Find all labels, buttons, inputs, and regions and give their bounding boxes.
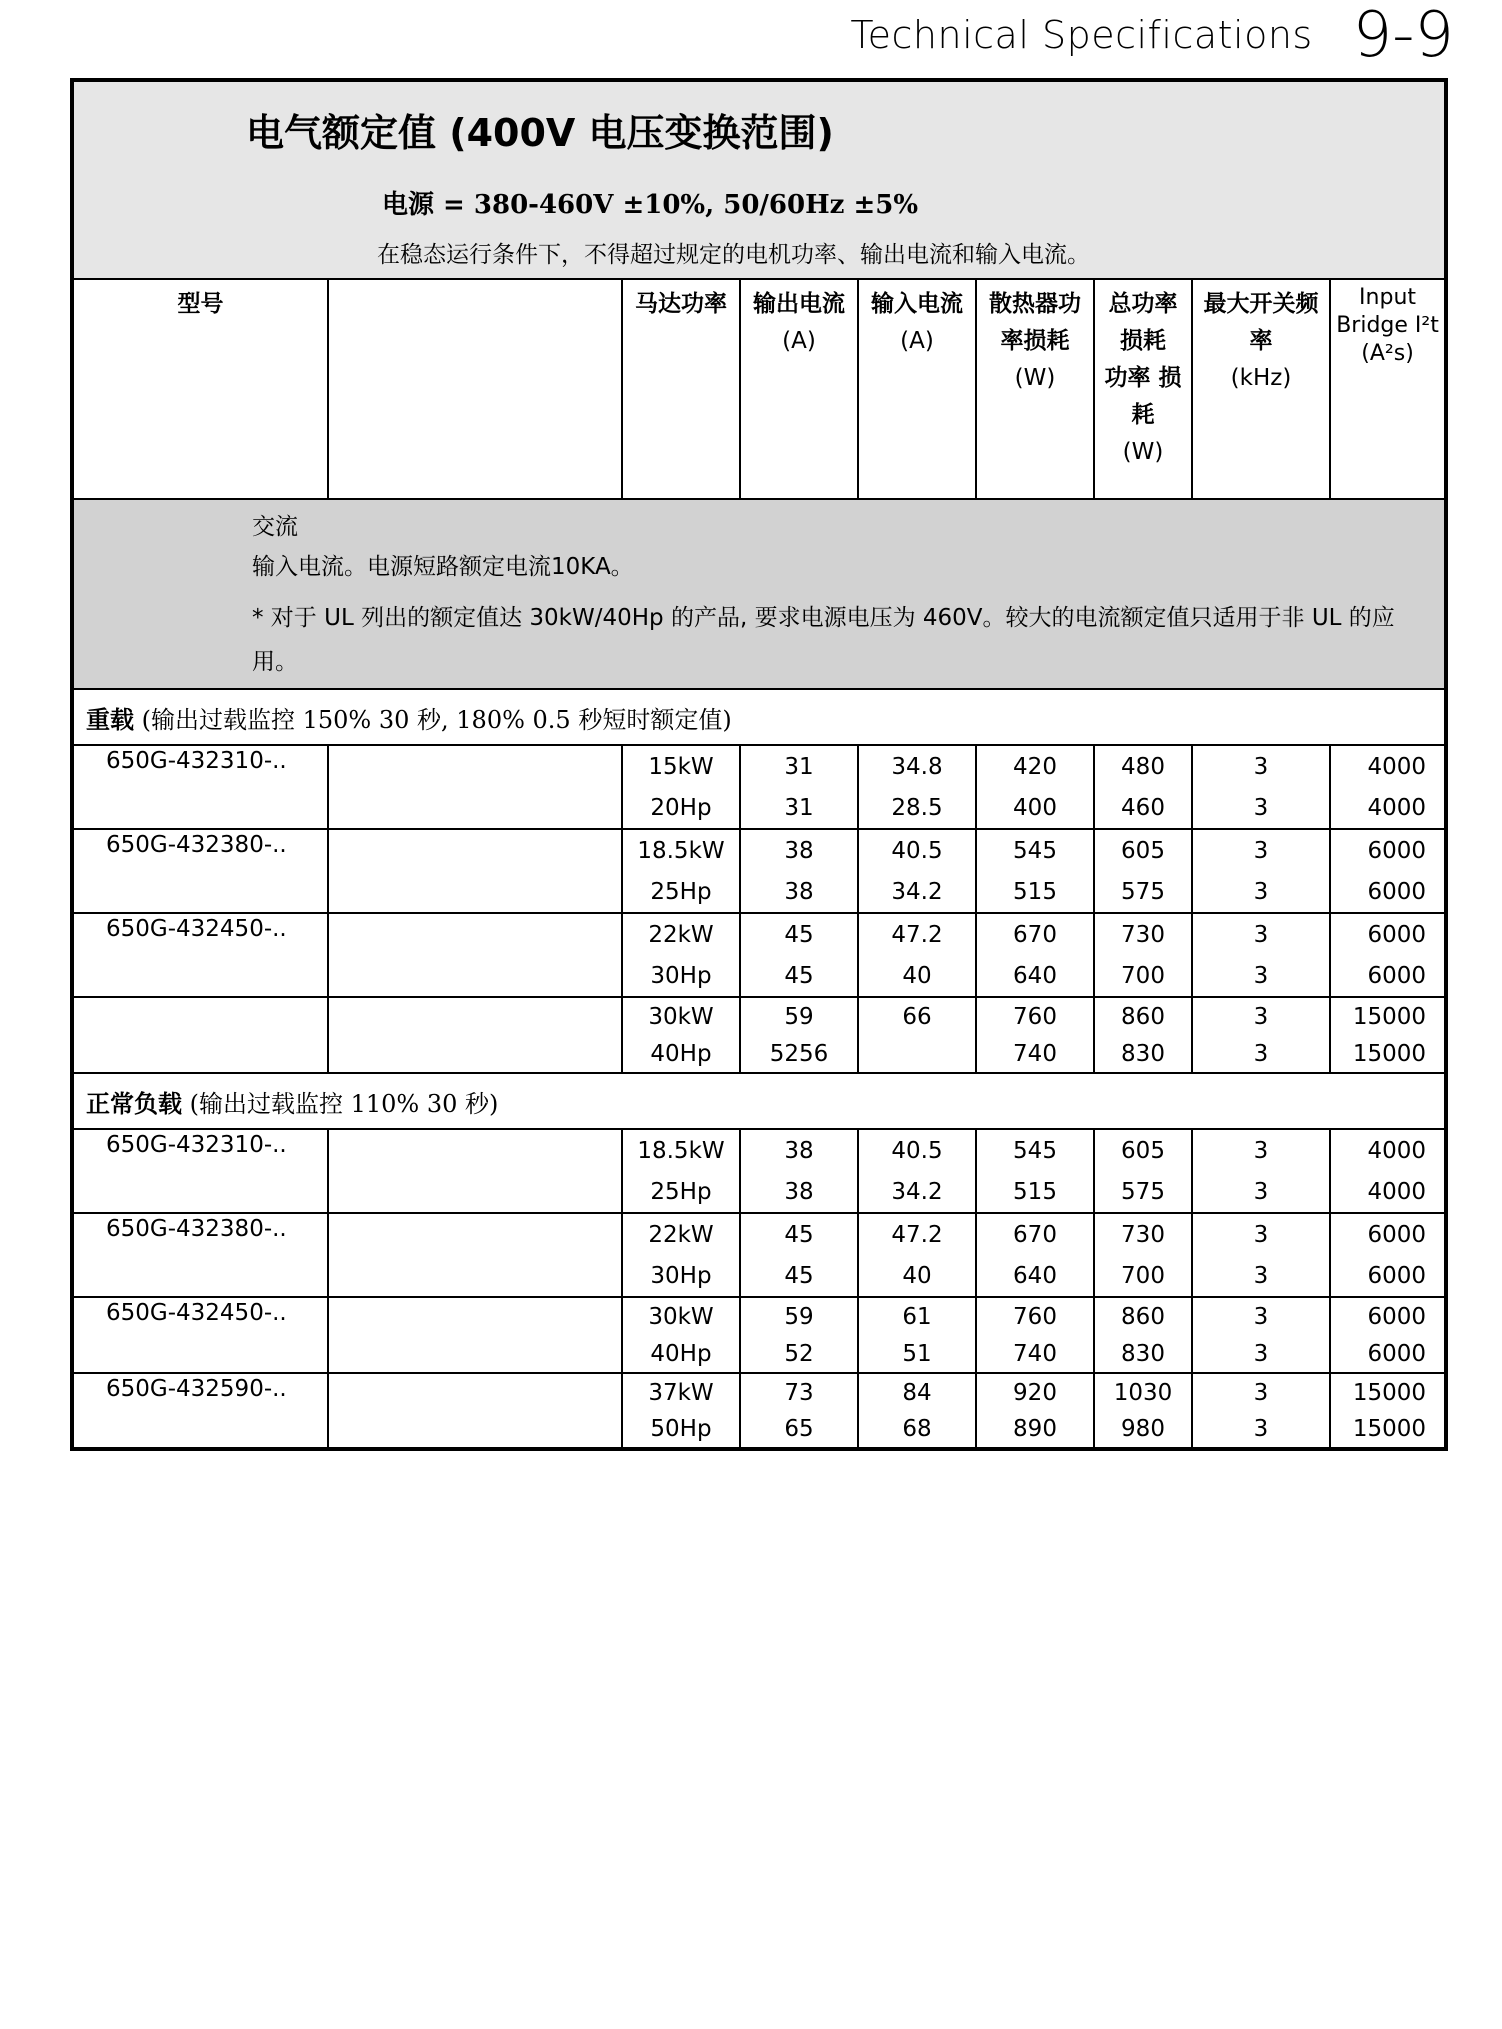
cell-switching-freq: 3 [1192,829,1330,871]
cell-input-bridge: 4000 [1330,787,1446,829]
blank-cell [328,1373,622,1449]
cell-total-loss: 730 [1094,1213,1192,1255]
col-header-switching-freq [1192,279,1330,499]
cell-input-current: 68 [858,1411,976,1449]
cell-switching-freq: 3 [1192,997,1330,1035]
col-header-label: 损耗 [1120,328,1166,354]
cell-motor-power: 18.5kW [622,829,740,871]
supply-label: 电源 = [382,190,465,220]
section-description: (输出过载监控 150% 30 秒, 180% 0.5 秒短时额定值) [134,705,732,734]
cell-output-current: 45 [740,1213,858,1255]
cell-heatsink-loss: 670 [976,913,1094,955]
cell-total-loss: 730 [1094,913,1192,955]
cell-motor-power: 40Hp [622,1035,740,1073]
table-row [72,745,1446,787]
section-row-normal [72,1073,1446,1129]
col-header-label: 总功率 [1108,291,1178,317]
cell-switching-freq: 3 [1192,1297,1330,1335]
cell-input-current: 40 [858,1255,976,1297]
cell-input-bridge: 6000 [1330,1255,1446,1297]
cell-motor-power: 50Hp [622,1411,740,1449]
cell-input-current: 40.5 [858,829,976,871]
cell-output-current: 59 [740,1297,858,1335]
cell-input-bridge: 6000 [1330,1297,1446,1335]
note-input-current: 输入电流。电源短路额定电流10KA。 [252,554,634,580]
cell-switching-freq: 3 [1192,1171,1330,1213]
section-header-heavy [72,689,1446,745]
cell-output-current: 73 [740,1373,858,1411]
cell-input-bridge: 6000 [1330,829,1446,871]
cell-switching-freq: 3 [1192,913,1330,955]
cell-motor-power: 15kW [622,745,740,787]
cell-input-bridge: 4000 [1330,1129,1446,1171]
cell-input-current: 51 [858,1335,976,1373]
operating-note: 在稳态运行条件下，不得超过规定的电机功率、输出电流和输入电流。 [377,242,1090,268]
cell-total-loss: 1030 [1094,1373,1192,1411]
cell-input-bridge: 6000 [1330,871,1446,913]
cell-motor-power: 30Hp [622,955,740,997]
cell-motor-power: 30Hp [622,1255,740,1297]
cell-motor-power: 30kW [622,1297,740,1335]
model-number-cell: 650G-432450-.. [72,1297,328,1373]
cell-heatsink-loss: 515 [976,871,1094,913]
col-header-output-current [740,279,858,499]
cell-motor-power: 18.5kW [622,1129,740,1171]
col-header-blank [328,279,622,499]
col-header-label: 马达功率 [635,291,727,317]
section-row-heavy [72,689,1446,745]
electrical-ratings-table [70,78,1448,1451]
blank-cell [328,745,622,829]
col-header-label: 散热器功 [989,291,1081,317]
cell-motor-power: 22kW [622,1213,740,1255]
col-header-unit: (A) [782,328,816,354]
model-number-cell: 650G-432380-.. [72,829,328,913]
cell-heatsink-loss: 890 [976,1411,1094,1449]
cell-switching-freq: 3 [1192,1335,1330,1373]
cell-heatsink-loss: 670 [976,1213,1094,1255]
cell-input-current: 34.8 [858,745,976,787]
blank-cell [328,913,622,997]
col-header-motor-power [622,279,740,499]
cell-motor-power: 22kW [622,913,740,955]
blank-cell [328,997,622,1073]
col-header-unit: (W) [1122,439,1164,465]
table-row [72,1297,1446,1335]
supply-value: 380-460V ±10%, 50/60Hz ±5% [464,190,919,220]
cell-switching-freq: 3 [1192,787,1330,829]
col-header-label: 输入电流 [871,291,963,317]
cell-input-bridge: 4000 [1330,1171,1446,1213]
cell-total-loss: 830 [1094,1035,1192,1073]
cell-total-loss: 575 [1094,871,1192,913]
cell-motor-power: 25Hp [622,871,740,913]
cell-input-current: 34.2 [858,1171,976,1213]
cell-input-bridge: 6000 [1330,1213,1446,1255]
table-row [72,997,1446,1035]
cell-input-current: 40 [858,955,976,997]
col-header-unit: (kHz) [1230,365,1292,391]
cell-output-current: 65 [740,1411,858,1449]
cell-input-current: 40.5 [858,1129,976,1171]
cell-total-loss: 830 [1094,1335,1192,1373]
cell-input-current: 34.2 [858,871,976,913]
cell-heatsink-loss: 740 [976,1335,1094,1373]
cell-total-loss: 700 [1094,1255,1192,1297]
model-number-cell: 650G-432590-.. [72,1373,328,1449]
cell-output-current: 45 [740,1255,858,1297]
col-header-total-loss [1094,279,1192,499]
cell-input-bridge: 15000 [1330,1411,1446,1449]
cell-heatsink-loss: 545 [976,1129,1094,1171]
cell-total-loss: 860 [1094,1297,1192,1335]
cell-heatsink-loss: 760 [976,1297,1094,1335]
cell-input-current [858,1035,976,1073]
table-row [72,913,1446,955]
cell-heatsink-loss: 515 [976,1171,1094,1213]
cell-switching-freq: 3 [1192,1129,1330,1171]
cell-total-loss: 575 [1094,1171,1192,1213]
cell-switching-freq: 3 [1192,745,1330,787]
cell-output-current: 59 [740,997,858,1035]
cell-output-current: 31 [740,787,858,829]
col-header-label: Input [1359,285,1417,310]
col-header-unit: (A) [900,328,934,354]
blank-cell [328,1297,622,1373]
cell-output-current: 38 [740,829,858,871]
cell-input-current: 84 [858,1373,976,1411]
model-number-cell: 650G-432450-.. [72,913,328,997]
cell-output-current: 45 [740,955,858,997]
table-row [72,1213,1446,1255]
cell-switching-freq: 3 [1192,1411,1330,1449]
col-header-label: 率损耗 [1000,328,1070,354]
cell-input-current: 66 [858,997,976,1035]
cell-input-current: 61 [858,1297,976,1335]
col-header-model: 型号 [72,279,328,499]
cell-total-loss: 860 [1094,997,1192,1035]
cell-motor-power: 40Hp [622,1335,740,1373]
table-row [72,829,1446,871]
page-number: 9-9 [1352,0,1454,71]
cell-switching-freq: 3 [1192,1213,1330,1255]
cell-heatsink-loss: 640 [976,1255,1094,1297]
supply-spec [382,184,918,221]
cell-input-bridge: 15000 [1330,1035,1446,1073]
cell-output-current: 52 [740,1335,858,1373]
col-header-label: 功率 损 [1104,365,1182,391]
cell-switching-freq: 3 [1192,1035,1330,1073]
table-title: 电气额定值 (400V 电压变换范围) [246,111,834,155]
cell-input-current: 47.2 [858,1213,976,1255]
section-label: 正常负载 [86,1089,182,1118]
cell-total-loss: 605 [1094,1129,1192,1171]
model-number-cell [72,997,328,1073]
col-header-label: Bridge I²t [1336,313,1439,338]
cell-heatsink-loss: 920 [976,1373,1094,1411]
cell-output-current: 38 [740,871,858,913]
note-ul: * 对于 UL 列出的额定值达 30kW/40Hp 的产品, 要求电源电压为 460V。较大的电流额定值只适用于非 UL 的应用。 [252,605,1395,675]
col-header-label: 最大开关频 [1203,291,1319,317]
blank-cell [328,1213,622,1297]
cell-total-loss: 480 [1094,745,1192,787]
section-header-normal [72,1073,1446,1129]
notes-block [72,499,1446,689]
model-number-cell: 650G-432310-.. [72,745,328,829]
cell-motor-power: 30kW [622,997,740,1035]
cell-total-loss: 980 [1094,1411,1192,1449]
cell-input-bridge: 15000 [1330,1373,1446,1411]
cell-heatsink-loss: 400 [976,787,1094,829]
page-header [850,0,1454,70]
col-header-input-current [858,279,976,499]
title-block [72,80,1446,279]
col-header-label: 输出电流 [753,291,845,317]
cell-output-current: 31 [740,745,858,787]
cell-output-current: 38 [740,1171,858,1213]
cell-switching-freq: 3 [1192,871,1330,913]
cell-heatsink-loss: 640 [976,955,1094,997]
section-description: (输出过载监控 110% 30 秒) [182,1089,499,1118]
cell-motor-power: 20Hp [622,787,740,829]
cell-heatsink-loss: 740 [976,1035,1094,1073]
column-header-row [72,279,1446,499]
model-number-cell: 650G-432310-.. [72,1129,328,1213]
cell-heatsink-loss: 545 [976,829,1094,871]
blank-cell [328,829,622,913]
cell-switching-freq: 3 [1192,1373,1330,1411]
cell-input-bridge: 4000 [1330,745,1446,787]
cell-input-current: 28.5 [858,787,976,829]
cell-motor-power: 37kW [622,1373,740,1411]
cell-input-bridge: 6000 [1330,913,1446,955]
col-header-label: 耗 [1131,402,1155,428]
cell-heatsink-loss: 420 [976,745,1094,787]
cell-total-loss: 460 [1094,787,1192,829]
cell-motor-power: 25Hp [622,1171,740,1213]
cell-heatsink-loss: 760 [976,997,1094,1035]
col-header-input-bridge [1330,279,1446,499]
cell-output-current: 38 [740,1129,858,1171]
cell-output-current: 5256 [740,1035,858,1073]
blank-cell [328,1129,622,1213]
header-title: Technical Specifications [850,13,1313,57]
model-number-cell: 650G-432380-.. [72,1213,328,1297]
col-header-heatsink-loss [976,279,1094,499]
cell-input-bridge: 15000 [1330,997,1446,1035]
cell-input-current: 47.2 [858,913,976,955]
cell-switching-freq: 3 [1192,1255,1330,1297]
table-row [72,1129,1446,1171]
note-ac: 交流 [252,514,298,540]
section-label: 重载 [86,705,134,734]
table-row [72,1373,1446,1411]
cell-input-bridge: 6000 [1330,955,1446,997]
col-header-unit: (A²s) [1361,341,1414,366]
cell-output-current: 45 [740,913,858,955]
col-header-label: 率 [1249,328,1273,354]
cell-total-loss: 700 [1094,955,1192,997]
cell-switching-freq: 3 [1192,955,1330,997]
cell-input-bridge: 6000 [1330,1335,1446,1373]
col-header-unit: (W) [1014,365,1056,391]
cell-total-loss: 605 [1094,829,1192,871]
